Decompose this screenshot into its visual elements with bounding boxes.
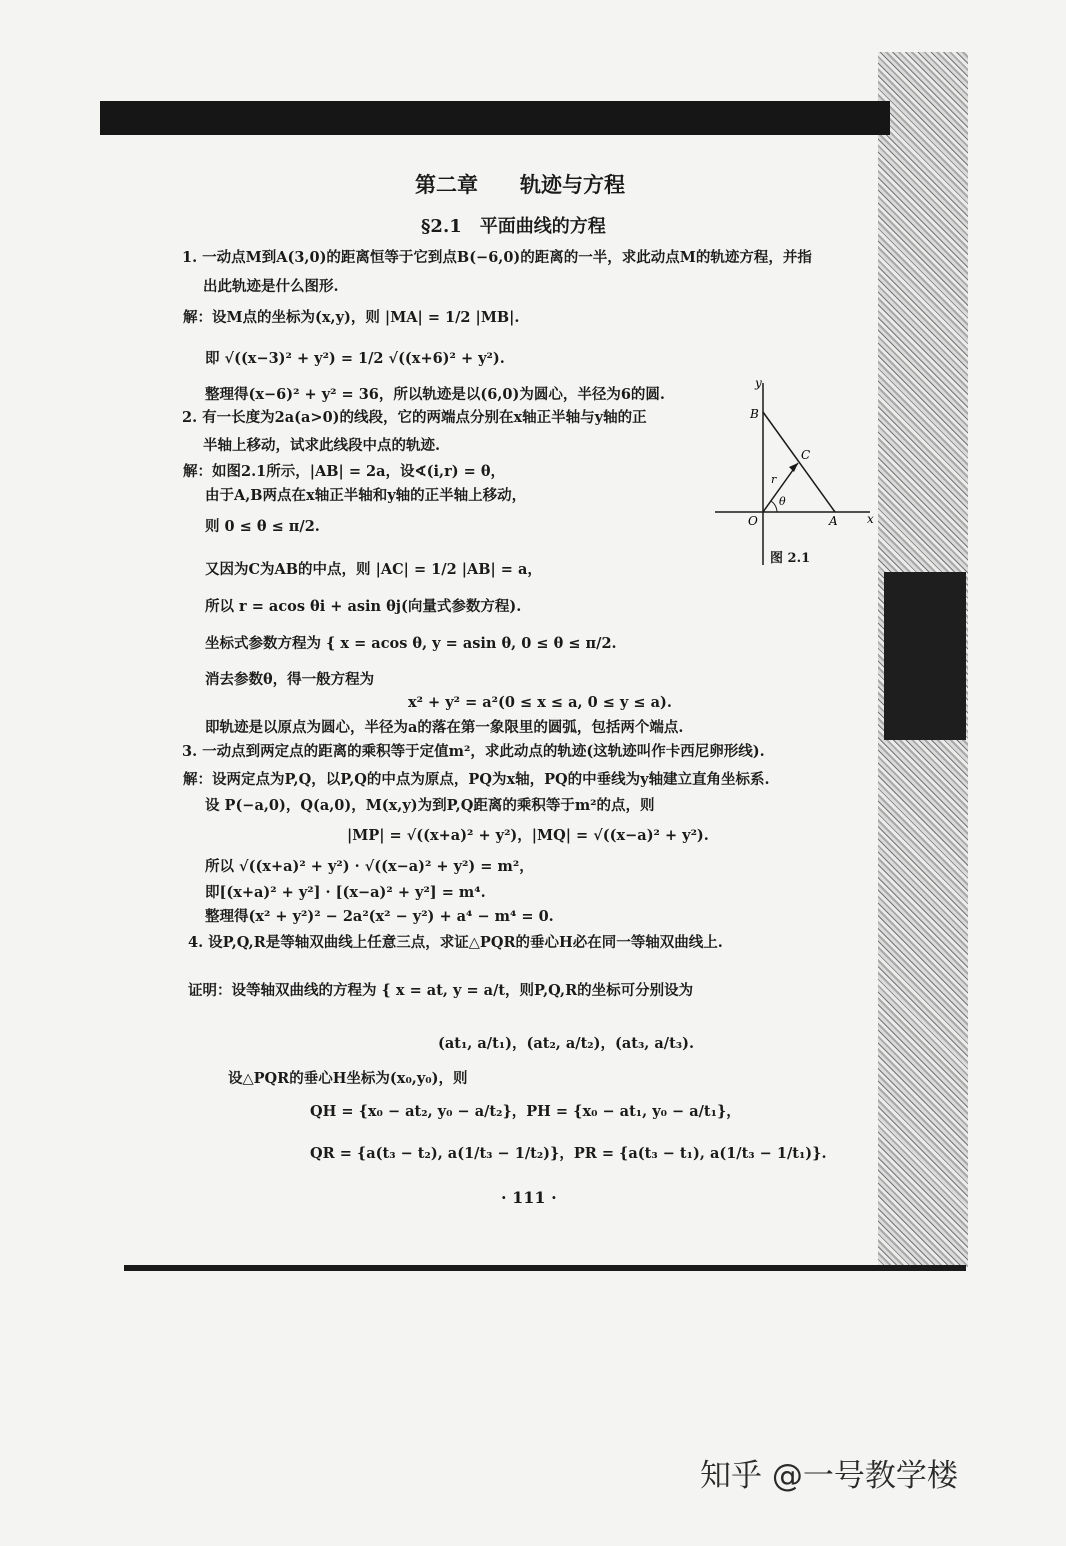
- figure-caption: 图 2.1: [770, 551, 811, 566]
- solution-2-line-5: 所以 r = acos θi + asin θj(向量式参数方程).: [205, 598, 522, 615]
- problem-1-line-2: 出此轨迹是什么图形.: [203, 278, 339, 295]
- chapter-title: 第二章 轨迹与方程: [415, 172, 625, 197]
- problem-4-line-1: 4. 设P,Q,R是等轴双曲线上任意三点，求证△PQR的垂心H必在同一等轴双曲线上.: [188, 934, 723, 951]
- figure-2-1-diagram: [715, 375, 875, 575]
- solution-2-line-6: 坐标式参数方程为 { x = acos θ, y = asin θ, 0 ≤ θ ≤ π/2.: [205, 635, 617, 652]
- label-c: C: [801, 448, 811, 462]
- page-number: · 111 ·: [501, 1188, 557, 1207]
- label-theta: θ: [779, 495, 786, 508]
- solution-2-line-4: 又因为C为AB的中点，则 |AC| = 1/2 |AB| = a，: [205, 561, 542, 578]
- header-bar: [100, 101, 890, 135]
- vector-r-arrowhead: [789, 463, 798, 472]
- solution-2-line-8: x² + y² = a²(0 ≤ x ≤ a, 0 ≤ y ≤ a).: [408, 694, 672, 711]
- proof-4-line-2: (at₁, a/t₁)，(at₂, a/t₂)，(at₃, a/t₃).: [438, 1035, 695, 1052]
- label-x: x: [867, 512, 874, 526]
- solution-2-line-9: 即轨迹是以原点为圆心，半径为a的落在第一象限里的圆弧，包括两个端点.: [205, 719, 684, 736]
- solution-3-line-3: |MP| = √((x+a)² + y²)，|MQ| = √((x−a)² + y²).: [347, 827, 709, 844]
- proof-4-line-1: 证明：设等轴双曲线的方程为 { x = at, y = a/t，则P,Q,R的坐标可分别设为: [188, 982, 694, 999]
- solution-3-line-1: 解：设两定点为P,Q，以P,Q的中点为原点，PQ为x轴，PQ的中垂线为y轴建立直角坐标系.: [183, 771, 770, 788]
- angle-theta-arc: [771, 501, 777, 512]
- proof-4-line-5: QR = {a(t₃ − t₂), a(1/t₃ − 1/t₂)}，PR = {a(t₃ − t₁), a(1/t₃ − 1/t₁)}.: [310, 1145, 827, 1162]
- page-edge-block: [884, 572, 966, 740]
- label-r: r: [771, 473, 777, 486]
- solution-2-line-3: 则 0 ≤ θ ≤ π/2.: [205, 518, 320, 535]
- bottom-rule: [124, 1265, 966, 1271]
- label-o: O: [748, 514, 758, 528]
- label-a: A: [829, 514, 838, 528]
- solution-3-line-2: 设 P(−a,0)，Q(a,0)，M(x,y)为到P,Q距离的乘积等于m²的点，则: [205, 797, 655, 814]
- section-title: §2.1 平面曲线的方程: [421, 216, 606, 237]
- solution-3-line-5: 即[(x+a)² + y²] · [(x−a)² + y²] = m⁴.: [205, 884, 486, 901]
- proof-4-line-4: QH = {x₀ − at₂, y₀ − a/t₂}，PH = {x₀ − at₁, y₀ − a/t₁}，: [310, 1103, 741, 1120]
- proof-4-line-3: 设△PQR的垂心H坐标为(x₀,y₀)，则: [228, 1070, 468, 1087]
- label-b: B: [750, 407, 759, 421]
- problem-1-line-1: 1. 一动点M到A(3,0)的距离恒等于它到点B(−6,0)的距离的一半，求此动点M的轨迹方程，并指: [182, 249, 812, 266]
- figure-2-1: [715, 375, 875, 579]
- watermark: 知乎 @一号教学楼: [700, 1458, 958, 1494]
- solution-3-line-4: 所以 √((x+a)² + y²) · √((x−a)² + y²) = m²，: [205, 858, 534, 875]
- problem-2-line-2: 半轴上移动，试求此线段中点的轨迹.: [203, 437, 441, 454]
- solution-1-line-2: 即 √((x−3)² + y²) = 1/2 √((x+6)² + y²).: [205, 350, 505, 367]
- solution-2-line-1: 解：如图2.1所示，|AB| = 2a，设∢(i,r) = θ，: [183, 463, 505, 480]
- problem-2-line-1: 2. 有一长度为2a(a>0)的线段，它的两端点分别在x轴正半轴与y轴的正: [182, 409, 647, 426]
- problem-3-line-1: 3. 一动点到两定点的距离的乘积等于定值m²，求此动点的轨迹(这轨迹叫作卡西尼卵形线).: [182, 743, 765, 760]
- solution-2-line-2: 由于A,B两点在x轴正半轴和y轴的正半轴上移动，: [205, 487, 527, 504]
- solution-2-line-7: 消去参数θ，得一般方程为: [205, 671, 375, 688]
- solution-3-line-6: 整理得(x² + y²)² − 2a²(x² − y²) + a⁴ − m⁴ = 0.: [205, 908, 554, 925]
- label-y: y: [755, 376, 762, 390]
- solution-1-line-3: 整理得(x−6)² + y² = 36，所以轨迹是以(6,0)为圆心，半径为6的圆.: [205, 386, 665, 403]
- solution-1-line-1: 解：设M点的坐标为(x,y)，则 |MA| = 1/2 |MB|.: [183, 309, 520, 326]
